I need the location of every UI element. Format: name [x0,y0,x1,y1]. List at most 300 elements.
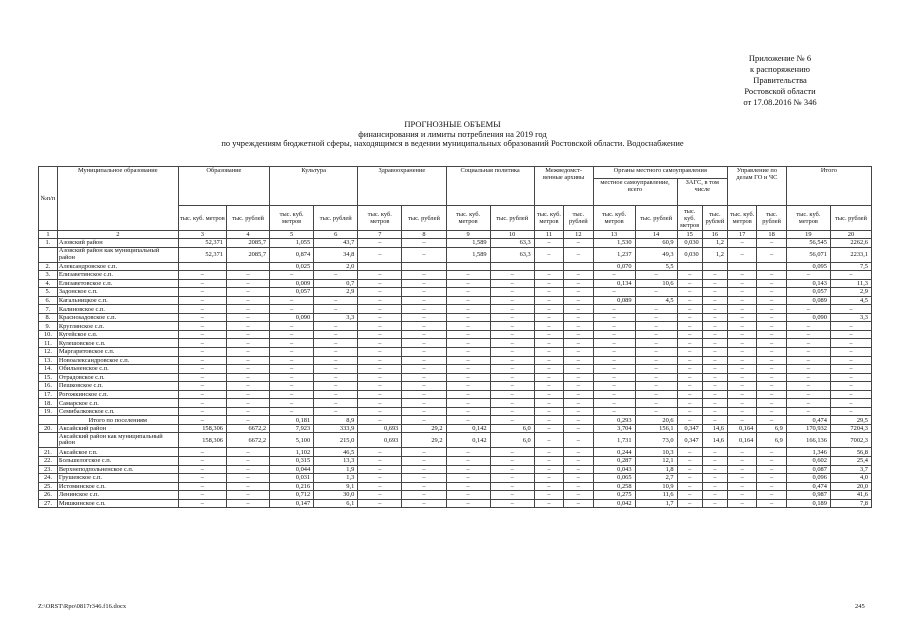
value-cell: – [227,365,270,374]
column-number: 6 [314,231,358,239]
column-number: 1 [39,231,58,239]
column-number: 17 [727,231,756,239]
value-cell: 0,189 [786,499,830,508]
value-cell: – [677,356,702,365]
table-row [39,247,872,262]
value-cell: – [490,330,534,339]
value-cell: 156,1 [635,424,677,433]
value-cell: – [178,373,226,382]
value-cell: 73,0 [635,433,677,448]
value-cell: – [178,271,226,280]
title-line-2: финансирования и лимиты потребления на 2019 год [358,128,547,139]
value-cell: – [534,365,563,374]
table-row [39,382,872,391]
value-cell: 3,7 [830,465,871,474]
value-cell: – [358,313,402,322]
row-number: 12. [39,348,58,357]
table-row [39,296,872,305]
value-cell: – [358,457,402,466]
value-cell: – [564,365,593,374]
value-cell: 1,530 [593,239,635,248]
value-cell: – [402,356,446,365]
value-cell: – [314,407,358,416]
value-cell: – [227,448,270,457]
value-cell: – [227,348,270,357]
value-cell: – [702,407,727,416]
value-cell: – [402,373,446,382]
value-cell: 2,7 [635,474,677,483]
value-cell: – [830,330,871,339]
value-cell: 0,164 [727,424,756,433]
value-cell: – [830,356,871,365]
value-cell: 1,9 [314,465,358,474]
value-cell: – [564,491,593,500]
value-cell: – [446,448,490,457]
value-cell: – [635,407,677,416]
value-cell: – [178,296,226,305]
value-cell: – [702,288,727,297]
value-cell: – [270,305,314,314]
value-cell: – [227,465,270,474]
table-row [39,416,872,425]
value-cell: – [534,474,563,483]
value-cell: – [358,491,402,500]
value-cell: 0,009 [270,279,314,288]
value-cell: – [757,382,786,391]
value-cell: 2,9 [830,288,871,297]
value-cell: – [534,305,563,314]
value-cell: – [490,322,534,331]
value-cell: 52,371 [178,247,226,262]
value-cell: 5,100 [270,433,314,448]
value-cell: – [446,305,490,314]
value-cell: – [402,465,446,474]
value-cell: – [227,313,270,322]
value-cell: – [534,416,563,425]
value-cell: – [178,288,226,297]
value-cell: – [178,365,226,374]
value-cell: – [534,296,563,305]
municipality-name: Задонское с.п. [57,288,178,297]
value-cell: 6,9 [757,433,786,448]
value-cell: – [534,433,563,448]
value-cell: – [402,339,446,348]
value-cell: 7,923 [270,424,314,433]
value-cell: – [534,247,563,262]
value-cell: – [564,499,593,508]
value-cell: 2085,7 [227,247,270,262]
value-cell: – [593,330,635,339]
value-cell: – [564,416,593,425]
value-cell: – [358,322,402,331]
value-cell: 158,306 [178,433,226,448]
header-unit-m3: тыс. куб. метров [786,206,830,231]
value-cell: 0,258 [593,482,635,491]
value-cell: – [830,382,871,391]
table-body [39,239,872,508]
value-cell: – [727,390,756,399]
value-cell: 215,0 [314,433,358,448]
value-cell: – [227,416,270,425]
value-cell: – [786,322,830,331]
header-health: Здравоохранение [358,167,446,206]
document-title [0,120,905,149]
value-cell: – [358,365,402,374]
value-cell: – [727,330,756,339]
value-cell: – [757,365,786,374]
value-cell: – [446,457,490,466]
table-row [39,399,872,408]
value-cell: – [757,348,786,357]
value-cell: – [402,322,446,331]
value-cell: – [727,348,756,357]
value-cell: 0,987 [786,491,830,500]
value-cell: – [178,457,226,466]
row-number: 6. [39,296,58,305]
value-cell: – [635,399,677,408]
value-cell: – [446,365,490,374]
column-number: 3 [178,231,226,239]
value-cell: – [402,288,446,297]
value-cell: – [446,288,490,297]
value-cell: – [593,407,635,416]
value-cell: – [227,390,270,399]
value-cell: 2233,1 [830,247,871,262]
value-cell: 2,0 [314,262,358,271]
table-row [39,348,872,357]
table-row [39,465,872,474]
value-cell: 1,055 [270,239,314,248]
municipality-name: Азовский район [57,239,178,248]
table-row [39,474,872,483]
value-cell: – [635,373,677,382]
value-cell: – [677,373,702,382]
header-unit-rub: тыс. рублей [702,206,727,231]
title-line-3: по учреждениям бюджетной сферы, находящимся в ведении муниципальных образований Ростовской области. Водоснабжение [221,138,684,148]
value-cell: – [314,271,358,280]
value-cell: – [490,271,534,280]
value-cell: – [677,313,702,322]
value-cell: – [635,288,677,297]
value-cell: – [227,322,270,331]
value-cell: – [677,305,702,314]
value-cell: – [446,296,490,305]
footer-file-path: Z:\ORST\Rpo\0817r346.f16.docx [38,603,127,610]
value-cell: – [702,348,727,357]
value-cell: – [446,474,490,483]
value-cell [227,262,270,271]
row-number: 13. [39,356,58,365]
value-cell: 14,6 [702,424,727,433]
value-cell: 6,1 [314,499,358,508]
municipality-name: Пешковское с.п. [57,382,178,391]
row-number: 8. [39,313,58,322]
value-cell: – [564,348,593,357]
value-cell: – [534,499,563,508]
value-cell: – [702,271,727,280]
table-row [39,491,872,500]
value-cell: – [490,382,534,391]
value-cell: 0,216 [270,482,314,491]
value-cell: – [534,407,563,416]
value-cell: 1,2 [702,247,727,262]
value-cell: 1,237 [593,247,635,262]
municipality-name: Аксайский район как муниципальный район [57,433,178,448]
table-row [39,288,872,297]
value-cell: – [314,339,358,348]
value-cell: – [727,339,756,348]
table-row [39,482,872,491]
municipality-name: Александровское с.п. [57,262,178,271]
value-cell: – [564,271,593,280]
value-cell: 6,9 [757,424,786,433]
appendix-line: к распоряжению [750,64,810,74]
appendix-line: от 17.08.2016 № 346 [743,97,817,107]
column-number: 18 [757,231,786,239]
row-number: 27. [39,499,58,508]
value-cell: – [702,390,727,399]
value-cell: – [757,491,786,500]
column-number: 2 [57,231,178,239]
value-cell: – [757,465,786,474]
value-cell: – [564,465,593,474]
column-number: 16 [702,231,727,239]
forecast-table [38,166,872,508]
value-cell: – [402,239,446,248]
table-row [39,239,872,248]
value-cell: – [534,330,563,339]
header-local-total: местное самоуправление, всего [593,179,677,206]
value-cell: 0,090 [786,313,830,322]
value-cell: – [178,348,226,357]
value-cell: – [446,399,490,408]
value-cell: – [727,482,756,491]
value-cell: – [402,399,446,408]
value-cell: – [727,416,756,425]
value-cell: – [358,482,402,491]
municipality-name: Истоминское с.п. [57,482,178,491]
value-cell: – [534,465,563,474]
row-number: 9. [39,322,58,331]
value-cell: – [702,399,727,408]
value-cell: – [830,348,871,357]
municipality-name: Азовский район как муниципальный район [57,247,178,262]
value-cell: 60,9 [635,239,677,248]
value-cell: – [727,288,756,297]
value-cell: 56,8 [830,448,871,457]
value-cell: – [786,271,830,280]
column-number: 15 [677,231,702,239]
value-cell: – [358,390,402,399]
header-unit-m3: тыс. куб. метров [270,206,314,231]
value-cell: 34,8 [314,247,358,262]
appendix-line: Правительства [753,75,807,85]
value-cell: 0,087 [786,465,830,474]
value-cell: – [227,288,270,297]
value-cell: – [490,399,534,408]
value-cell: – [727,399,756,408]
value-cell: – [727,271,756,280]
header-unit-rub: тыс. рублей [757,206,786,231]
value-cell: 2262,6 [830,239,871,248]
value-cell: – [757,313,786,322]
municipality-name: Елизаветинское с.п. [57,271,178,280]
header-education: Образование [178,167,269,206]
value-cell [358,262,402,271]
municipality-name: Ленинское с.п. [57,491,178,500]
value-cell: 11,6 [635,491,677,500]
value-cell: 20,0 [830,482,871,491]
row-number: 17. [39,390,58,399]
value-cell: 7002,3 [830,433,871,448]
value-cell: – [227,305,270,314]
value-cell: – [227,339,270,348]
value-cell: 0,089 [593,296,635,305]
value-cell: – [270,271,314,280]
value-cell: – [727,382,756,391]
value-cell: – [178,313,226,322]
value-cell: – [564,382,593,391]
value-cell: – [227,499,270,508]
value-cell: 333,9 [314,424,358,433]
value-cell: 3,704 [593,424,635,433]
value-cell: 0,275 [593,491,635,500]
value-cell: – [358,271,402,280]
table-row [39,424,872,433]
value-cell: – [178,407,226,416]
value-cell: – [227,399,270,408]
municipality-name: Новоалександровское с.п. [57,356,178,365]
value-cell: – [677,288,702,297]
value-cell: – [702,296,727,305]
value-cell: 25,4 [830,457,871,466]
value-cell: 7,8 [830,499,871,508]
value-cell: – [786,390,830,399]
value-cell: – [593,313,635,322]
value-cell: – [490,305,534,314]
value-cell: – [446,499,490,508]
value-cell: – [564,457,593,466]
value-cell: – [635,271,677,280]
value-cell: – [830,339,871,348]
value-cell: – [534,382,563,391]
value-cell: – [757,482,786,491]
value-cell: – [830,271,871,280]
appendix-line: Приложение № 6 [748,53,812,63]
value-cell: – [314,296,358,305]
appendix-line: Ростовской области [744,86,816,96]
row-number: 26. [39,491,58,500]
header-social: Социальная политика [446,167,534,206]
value-cell: – [702,330,727,339]
value-cell: – [702,339,727,348]
value-cell: – [402,457,446,466]
value-cell: – [564,482,593,491]
value-cell: – [757,448,786,457]
value-cell: – [786,305,830,314]
row-number: 11. [39,339,58,348]
value-cell: – [490,465,534,474]
value-cell: – [635,305,677,314]
value-cell: – [635,356,677,365]
value-cell: – [178,474,226,483]
value-cell: – [757,339,786,348]
value-cell: 2,9 [314,288,358,297]
value-cell: 1,346 [786,448,830,457]
value-cell: 6672,2 [227,433,270,448]
value-cell: – [227,482,270,491]
value-cell: 10,9 [635,482,677,491]
value-cell: – [446,491,490,500]
row-number: 3. [39,271,58,280]
value-cell: – [727,491,756,500]
value-cell: – [314,390,358,399]
value-cell: 170,932 [786,424,830,433]
column-number: 8 [402,231,446,239]
value-cell: – [564,305,593,314]
table-row [39,457,872,466]
value-cell: – [270,373,314,382]
value-cell: – [702,482,727,491]
value-cell: – [227,330,270,339]
value-cell: – [534,288,563,297]
value-cell: – [446,373,490,382]
table-row [39,407,872,416]
table-row [39,433,872,448]
value-cell: – [314,305,358,314]
value-cell: 4,5 [830,296,871,305]
value-cell: – [564,356,593,365]
value-cell: – [534,424,563,433]
value-cell: – [677,271,702,280]
value-cell [564,262,593,271]
value-cell: – [702,457,727,466]
value-cell: – [402,407,446,416]
table-row [39,339,872,348]
table-row [39,356,872,365]
table-row [39,373,872,382]
value-cell: – [490,296,534,305]
value-cell: – [677,465,702,474]
value-cell: – [534,348,563,357]
value-cell: – [402,491,446,500]
value-cell: – [564,474,593,483]
value-cell: – [446,407,490,416]
header-local-gov: Органы местного самоуправления [593,167,727,179]
value-cell: 20,6 [635,416,677,425]
value-cell: – [677,399,702,408]
value-cell: 0,244 [593,448,635,457]
value-cell: 7,5 [830,262,871,271]
row-number: 10. [39,330,58,339]
value-cell: – [490,474,534,483]
value-cell: – [593,356,635,365]
value-cell: – [702,465,727,474]
value-cell: – [564,433,593,448]
municipality-name: Елизаветовское с.п. [57,279,178,288]
value-cell: – [270,399,314,408]
value-cell: – [446,416,490,425]
value-cell: 0,090 [270,313,314,322]
value-cell: – [402,382,446,391]
value-cell: 1,7 [635,499,677,508]
value-cell: 8,9 [314,416,358,425]
value-cell: – [402,365,446,374]
value-cell: – [786,339,830,348]
row-number: 1. [39,239,58,248]
value-cell: – [564,424,593,433]
value-cell: – [490,407,534,416]
